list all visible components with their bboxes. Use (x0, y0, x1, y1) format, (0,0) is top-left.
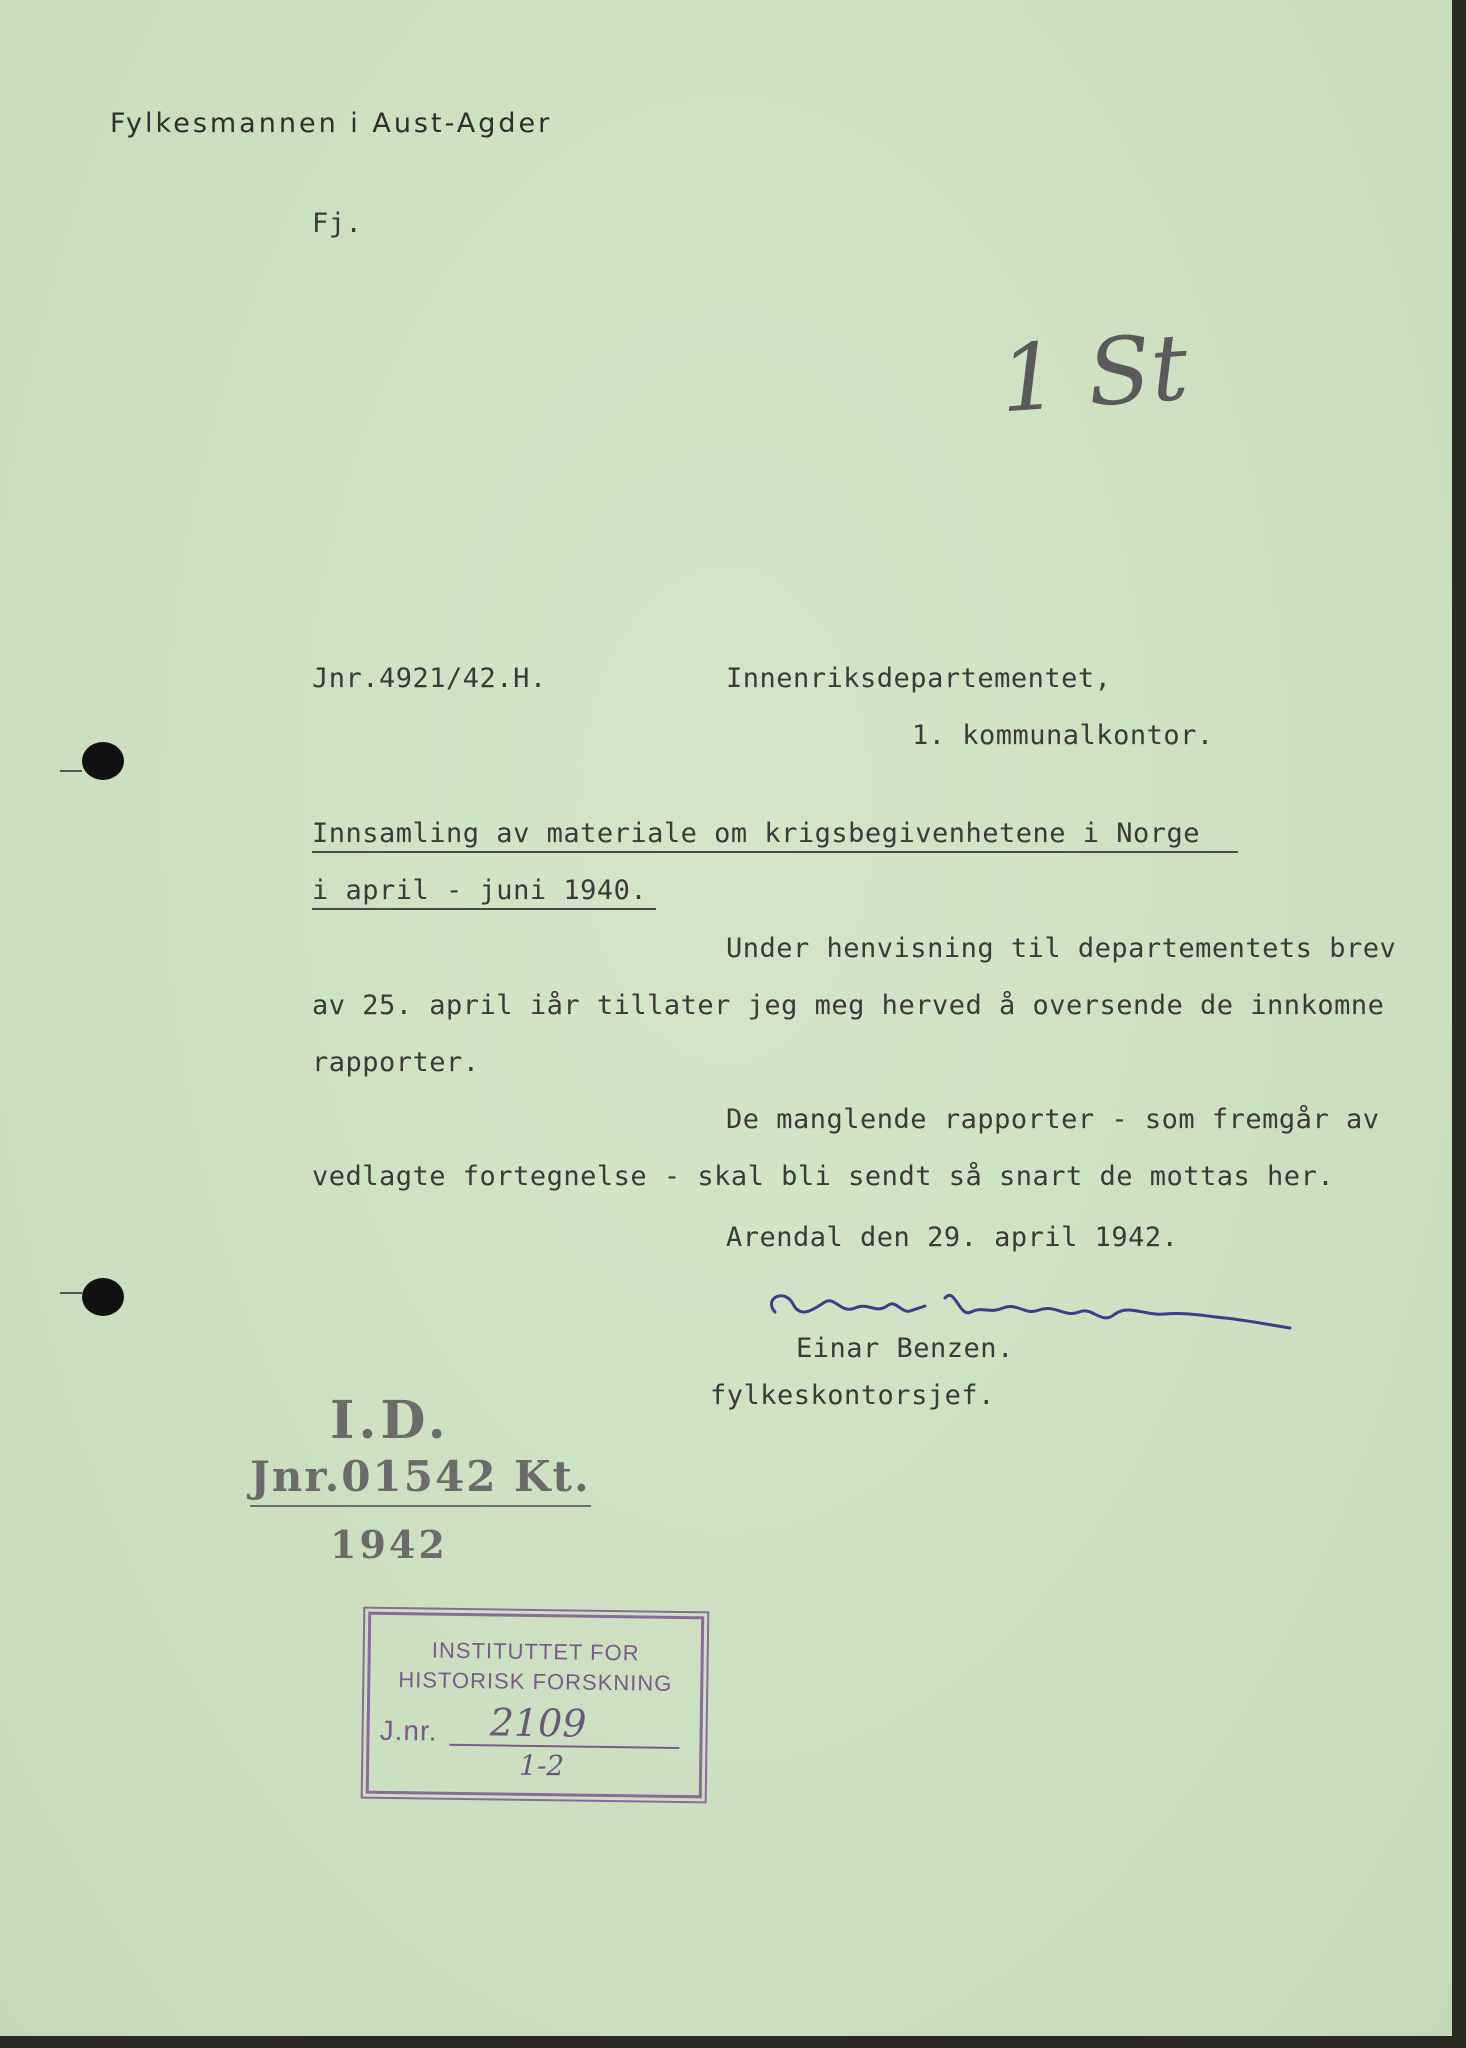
body-paragraph-2-line-1: De manglende rapporter - som fremgår av (726, 1104, 1380, 1135)
subject-line-1: Innsamling av materiale om krigsbegivenhetene i Norge (312, 818, 1238, 853)
punch-hole-top-mark (60, 770, 82, 772)
signatory-title: fylkeskontorsjef. (710, 1380, 995, 1411)
journal-reference: Jnr.4921/42.H. (312, 663, 547, 694)
received-stamp-line-1: I.D. (330, 1390, 450, 1451)
recipient-line-2: 1. kommunalkontor. (912, 720, 1214, 751)
institute-stamp-sub-value: 1-2 (518, 1748, 565, 1783)
body-paragraph-2-line-2: vedlagte fortegnelse - skal bli sendt så snart de mottas her. (312, 1161, 1335, 1192)
institute-stamp-line-1: INSTITUTTET FOR (431, 1637, 640, 1666)
received-stamp-line-3: 1942 (330, 1522, 448, 1567)
scan-edge-right (1452, 0, 1466, 2048)
institute-stamp (366, 1612, 705, 1799)
body-paragraph-1-line-1: Under henvisning til departementets brev (726, 933, 1397, 964)
punch-hole-top (82, 742, 124, 780)
scan-edge-bottom (0, 2036, 1466, 2048)
received-stamp-line-2: Jnr.01542 Kt. (250, 1452, 591, 1507)
institute-stamp-jnr-value: 2109 (489, 1700, 587, 1746)
institute-stamp-jnr-label: J.nr. (379, 1714, 438, 1747)
place-and-date: Arendal den 29. april 1942. (726, 1222, 1179, 1253)
body-paragraph-1-line-2: av 25. april iår tillater jeg meg herved å oversende de innkomne (312, 990, 1385, 1021)
punch-hole-bottom (82, 1278, 124, 1316)
margin-note: 1 St (996, 313, 1192, 434)
body-paragraph-1-line-3: rapporter. (312, 1047, 480, 1078)
initials: Fj. (312, 208, 363, 239)
institute-stamp-line-2: HISTORISK FORSKNING (398, 1667, 673, 1696)
punch-hole-bottom-mark (60, 1292, 82, 1294)
recipient-line-1: Innenriksdepartementet, (726, 663, 1112, 694)
signatory-name: Einar Benzen. (796, 1333, 1014, 1364)
subject-line-2: i april - juni 1940. (312, 875, 656, 910)
letterhead: Fylkesmannen i Aust-Agder (110, 108, 553, 139)
